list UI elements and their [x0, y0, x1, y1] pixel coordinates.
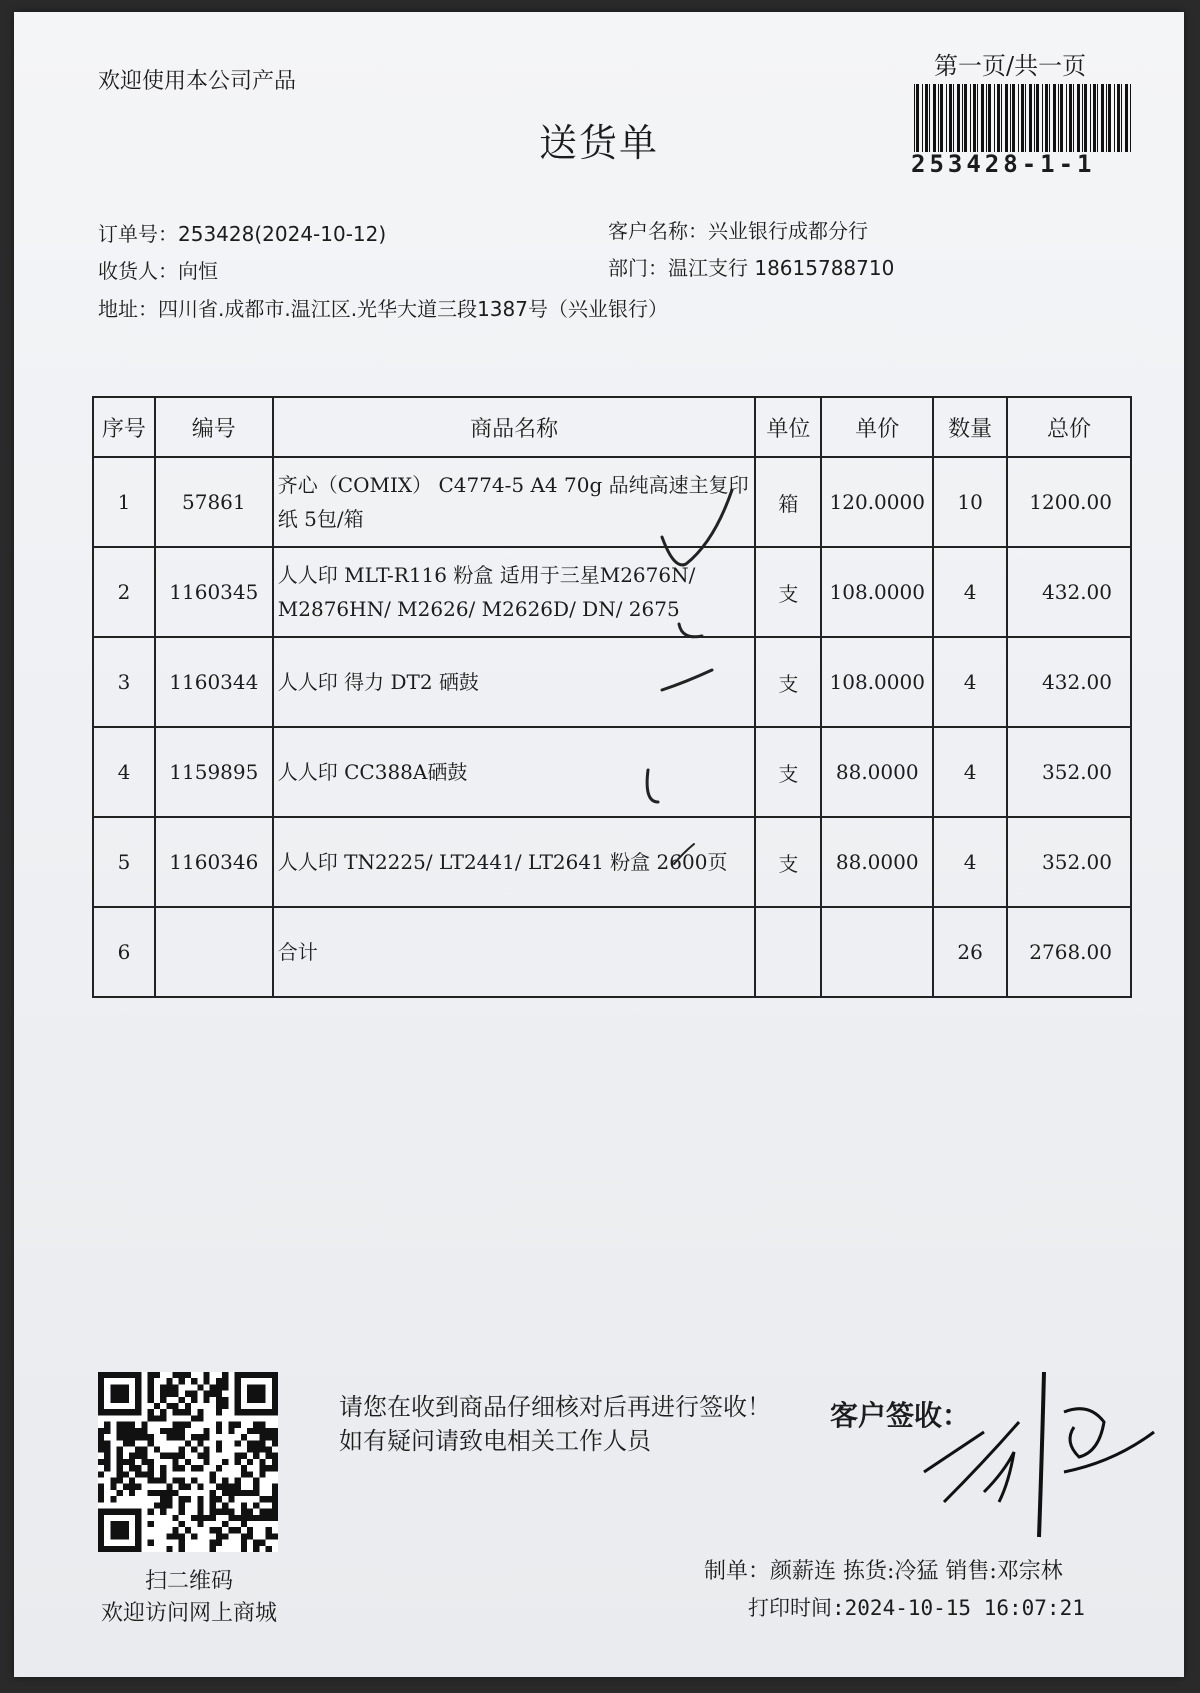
page-indicator: 第一页/共一页 — [934, 52, 1087, 80]
cell-product-name: 人人印 得力 DT2 硒鼓 — [273, 637, 756, 727]
cell-seq: 3 — [93, 637, 155, 727]
welcome-text: 欢迎使用本公司产品 — [98, 69, 297, 94]
cell-seq: 5 — [93, 817, 155, 907]
receiver-label: 收货人： — [98, 259, 178, 283]
cell-total-label: 合计 — [273, 907, 756, 997]
header-quantity: 数量 — [933, 397, 1007, 457]
table-row — [93, 817, 1131, 907]
cell-code — [155, 907, 273, 997]
department-label: 部门： — [608, 256, 668, 280]
cell-total: 1200.00 — [1007, 457, 1131, 547]
address-value: 四川省.成都市.温江区.光华大道三段1387号（兴业银行） — [158, 297, 668, 321]
cell-product-name: 人人印 TN2225/ LT2441/ LT2641 粉盒 2600页 — [273, 817, 756, 907]
cell-product-name: 人人印 CC388A硒鼓 — [273, 727, 756, 817]
table-row — [93, 727, 1131, 817]
cell-quantity: 4 — [933, 547, 1007, 637]
cell-quantity: 4 — [933, 817, 1007, 907]
cell-quantity: 10 — [933, 457, 1007, 547]
cell-seq: 6 — [93, 907, 155, 997]
address-field — [98, 293, 668, 322]
header-unit-price: 单价 — [821, 397, 933, 457]
cell-total: 352.00 — [1007, 817, 1131, 907]
check-notice: 请您在收到商品仔细核对后再进行签收！如有疑问请致电相关工作人员 — [339, 1393, 771, 1455]
cell-unit — [755, 907, 821, 997]
cell-quantity: 4 — [933, 727, 1007, 817]
customer-signature — [914, 1352, 1164, 1552]
customer-sign-label: 客户签收： — [830, 1399, 971, 1432]
cell-code: 57861 — [155, 457, 273, 547]
cell-unit: 支 — [755, 637, 821, 727]
address-label: 地址： — [98, 297, 158, 321]
table-header-row — [93, 397, 1131, 457]
table-row — [93, 457, 1131, 547]
cell-code: 1160346 — [155, 817, 273, 907]
table-row — [93, 547, 1131, 637]
qr-code — [98, 1372, 278, 1552]
cell-unit-price: 108.0000 — [821, 637, 933, 727]
items-table — [92, 396, 1132, 998]
cell-unit: 支 — [755, 727, 821, 817]
header-total: 总价 — [1007, 397, 1131, 457]
order-number-value: 253428(2024-10-12) — [178, 222, 387, 246]
cell-seq: 4 — [93, 727, 155, 817]
department-value: 温江支行 18615788710 — [668, 256, 895, 280]
table-total-row — [93, 907, 1131, 997]
header-unit: 单位 — [755, 397, 821, 457]
header-code: 编号 — [155, 397, 273, 457]
cell-seq: 1 — [93, 457, 155, 547]
barcode-number: 253428-1-1 — [911, 150, 1096, 178]
header-product-name: 商品名称 — [273, 397, 756, 457]
department-field — [608, 252, 894, 281]
customer-name-field — [608, 215, 868, 244]
document-title: 送货单 — [538, 121, 659, 165]
cell-total: 352.00 — [1007, 727, 1131, 817]
delivery-note-paper — [14, 12, 1184, 1677]
staff-line: 制单：颜薪连 拣货:冷猛 销售:邓宗林 — [704, 1559, 1063, 1584]
cell-code: 1160345 — [155, 547, 273, 637]
cell-total: 432.00 — [1007, 547, 1131, 637]
print-time: 打印时间:2024-10-15 16:07:21 — [748, 1596, 1085, 1620]
cell-unit-price — [821, 907, 933, 997]
qr-caption-line1: 扫二维码 — [144, 1569, 233, 1594]
cell-total-quantity: 26 — [933, 907, 1007, 997]
cell-code: 1159895 — [155, 727, 273, 817]
cell-quantity: 4 — [933, 637, 1007, 727]
cell-seq: 2 — [93, 547, 155, 637]
cell-unit-price: 88.0000 — [821, 817, 933, 907]
cell-unit-price: 108.0000 — [821, 547, 933, 637]
table-row — [93, 637, 1131, 727]
barcode — [914, 84, 1132, 152]
cell-product-name: 齐心（COMIX） C4774-5 A4 70g 品纯高速主复印纸 5包/箱 — [273, 457, 756, 547]
receiver-field — [98, 255, 218, 284]
receiver-value: 向恒 — [178, 259, 218, 283]
cell-total: 432.00 — [1007, 637, 1131, 727]
cell-code: 1160344 — [155, 637, 273, 727]
cell-grand-total: 2768.00 — [1007, 907, 1131, 997]
qr-caption-line2: 欢迎访问网上商城 — [100, 1601, 277, 1626]
cell-unit: 支 — [755, 547, 821, 637]
cell-product-name: 人人印 MLT-R116 粉盒 适用于三星M2676N/ M2876HN/ M2626/ M2626D/ DN/ 2675 — [273, 547, 756, 637]
order-number-field — [98, 218, 386, 247]
cell-unit: 支 — [755, 817, 821, 907]
header-seq: 序号 — [93, 397, 155, 457]
cell-unit-price: 88.0000 — [821, 727, 933, 817]
cell-unit: 箱 — [755, 457, 821, 547]
cell-unit-price: 120.0000 — [821, 457, 933, 547]
customer-name-value: 兴业银行成都分行 — [708, 219, 868, 243]
customer-name-label: 客户名称： — [608, 219, 708, 243]
order-number-label: 订单号： — [98, 222, 178, 246]
